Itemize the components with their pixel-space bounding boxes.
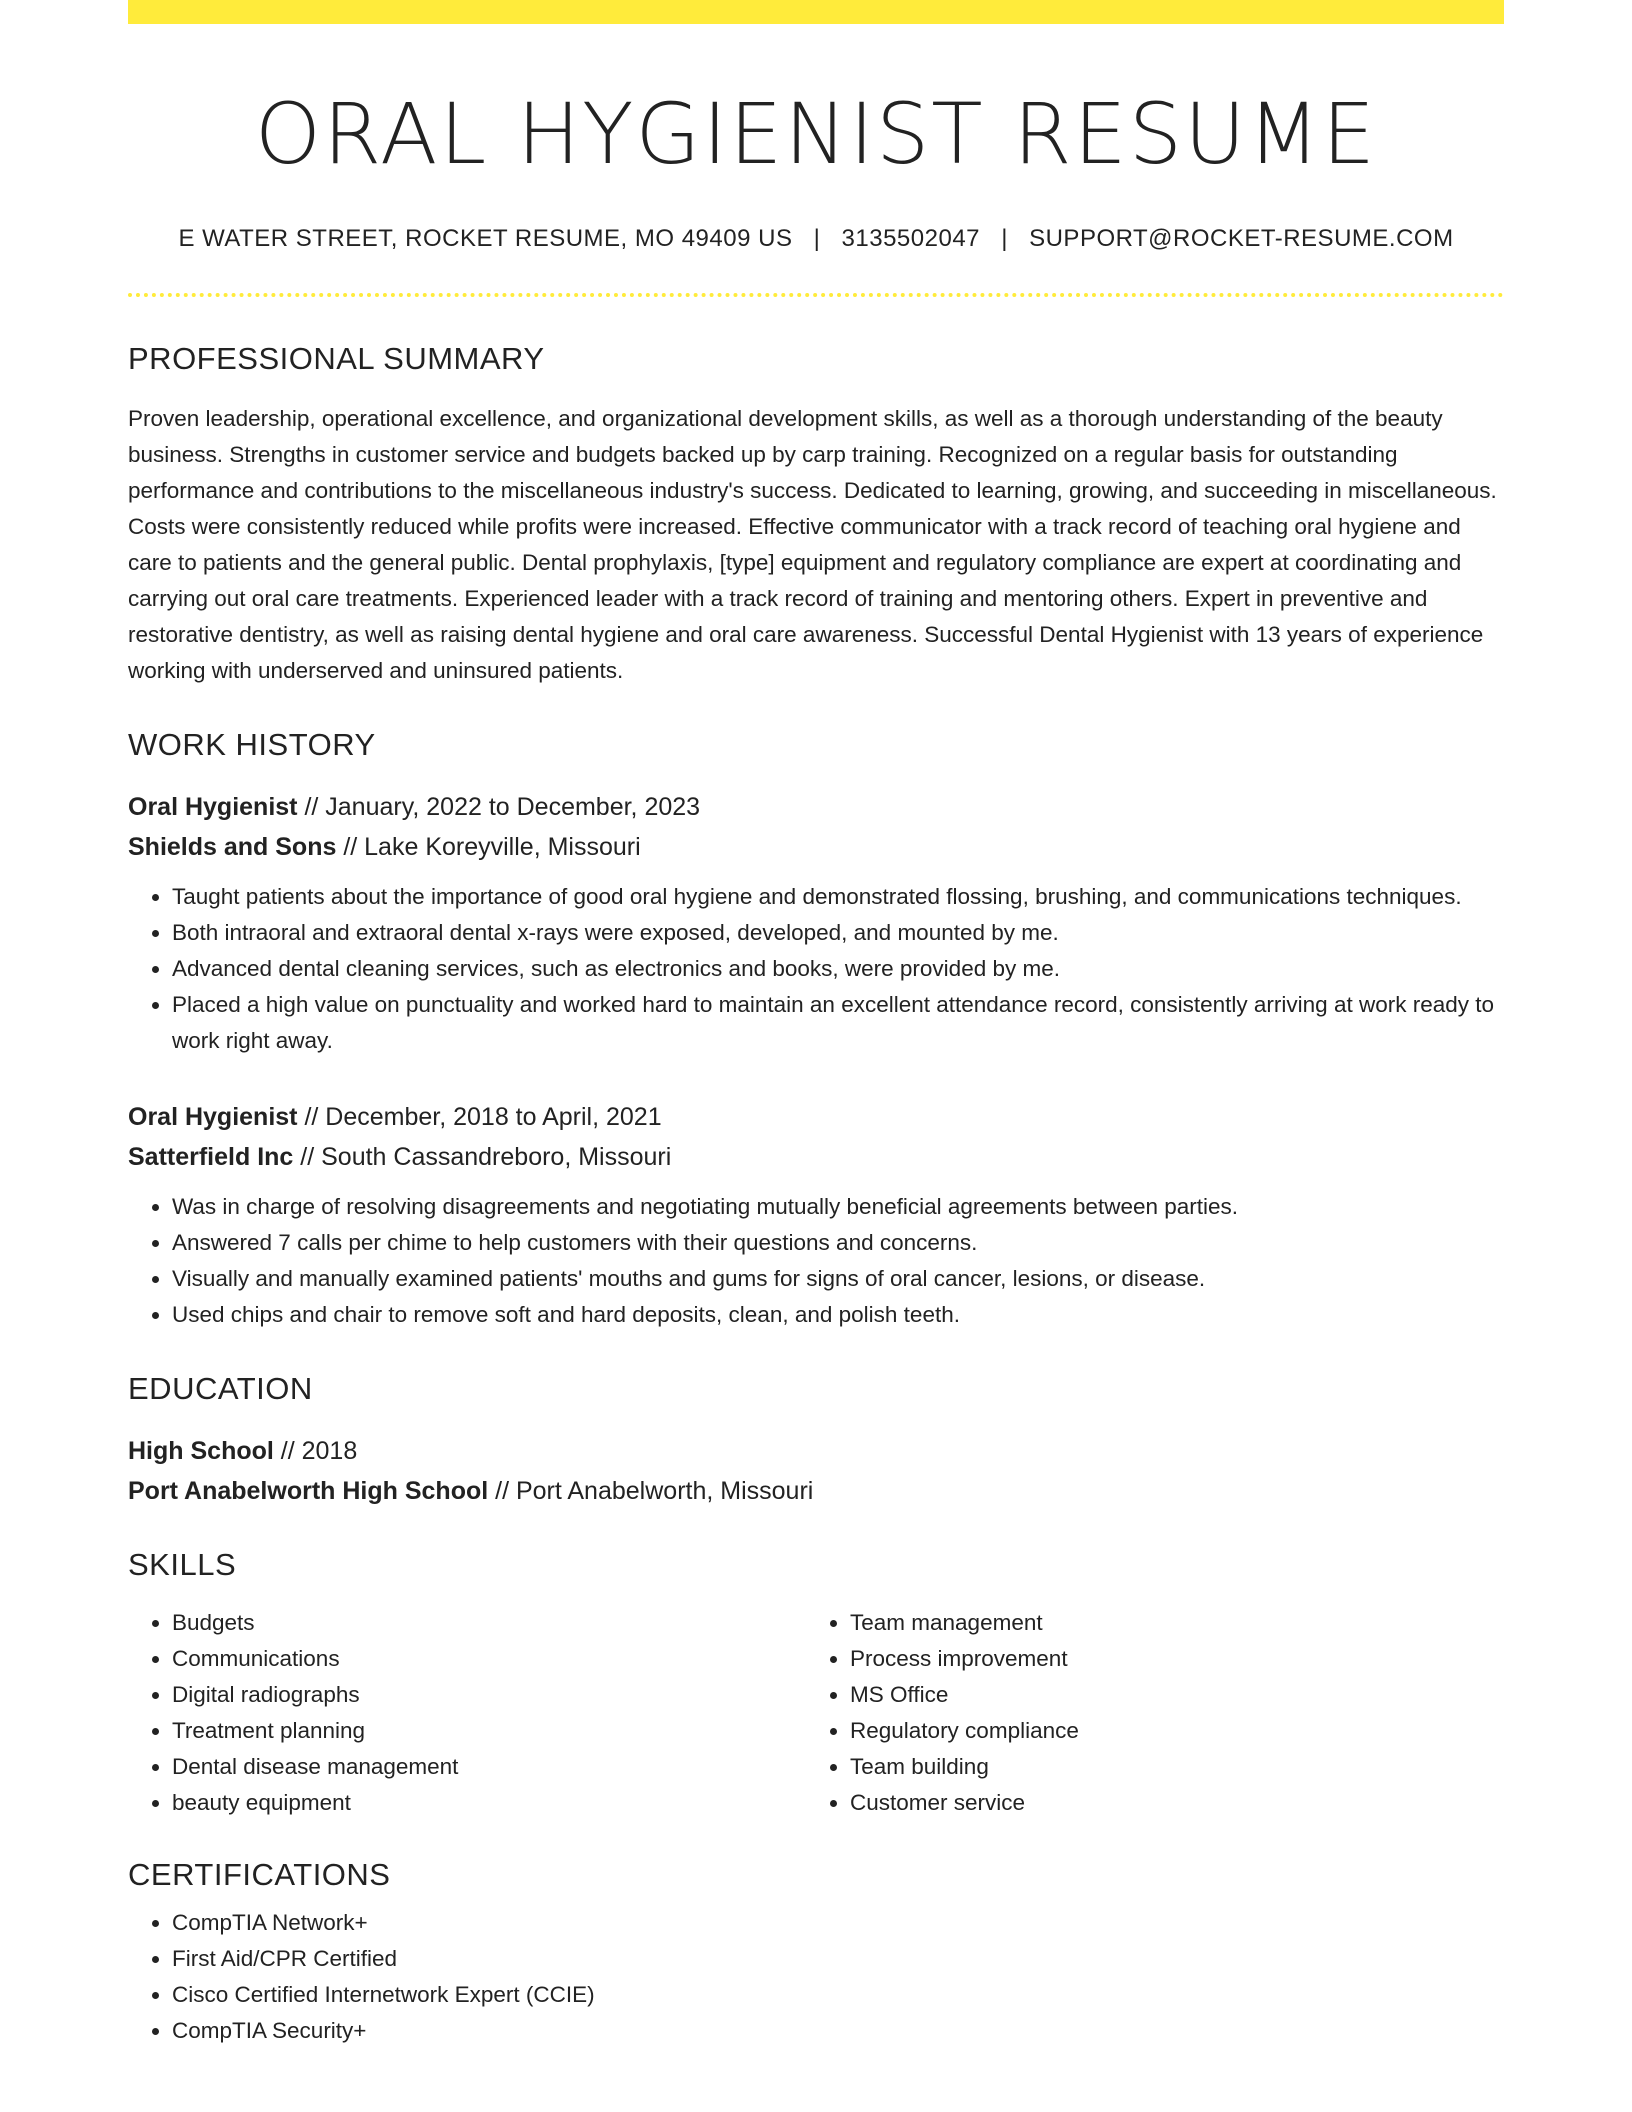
certification-list [128, 1905, 1504, 2049]
contact-separator: | [813, 224, 821, 252]
skills-column-left [128, 1605, 806, 1821]
job-entry [128, 1097, 1504, 1333]
section-title-skills: SKILLS [128, 1546, 237, 1582]
skill-item: • Team management [850, 1605, 1484, 1641]
section-title-education: EDUCATION [128, 1370, 313, 1406]
job-company-line [128, 1137, 1504, 1177]
certifications-section [128, 1857, 1504, 2049]
education-section [128, 1371, 1504, 1511]
certification-item: • Cisco Certified Internetwork Expert (CCIE) [172, 1977, 1504, 2013]
job-bullets [128, 879, 1504, 1059]
skill-item: • Budgets [172, 1605, 806, 1641]
education-degree-line [128, 1431, 1504, 1471]
job-company: Satterfield Inc [128, 1142, 294, 1171]
skill-item: • Regulatory compliance [850, 1713, 1484, 1749]
skill-item: • Treatment planning [172, 1713, 806, 1749]
summary-section [128, 341, 1504, 689]
section-title-certifications: CERTIFICATIONS [128, 1856, 391, 1892]
job-location: // Lake Koreyville, Missouri [336, 832, 641, 861]
contact-line [128, 225, 1504, 253]
skill-item: • Communications [172, 1641, 806, 1677]
job-bullet: • Was in charge of resolving disagreements and negotiating mutually beneficial agreements between parties. [172, 1189, 1504, 1225]
education-degree: High School [128, 1436, 274, 1465]
certification-item: • CompTIA Network+ [172, 1905, 1504, 1941]
skill-item: • Team building [850, 1749, 1484, 1785]
skill-item: • MS Office [850, 1677, 1484, 1713]
skill-item: • Customer service [850, 1785, 1484, 1821]
certification-item: • First Aid/CPR Certified [172, 1941, 1504, 1977]
job-role: Oral Hygienist [128, 792, 298, 821]
job-bullet: • Placed a high value on punctuality and worked hard to maintain an excellent attendance record, consistently arriving at work ready to work right away. [172, 987, 1504, 1059]
skills-column-right [806, 1605, 1484, 1821]
contact-email: SUPPORT@ROCKET-RESUME.COM [1029, 224, 1454, 252]
education-year: // 2018 [273, 1436, 358, 1465]
job-entry [128, 787, 1504, 1059]
job-role-line [128, 787, 1504, 827]
job-company: Shields and Sons [128, 832, 337, 861]
education-school: Port Anabelworth High School [128, 1476, 489, 1505]
job-location: // South Cassandreboro, Missouri [293, 1142, 672, 1171]
job-bullet: • Advanced dental cleaning services, such as electronics and books, were provided by me. [172, 951, 1504, 987]
education-location: // Port Anabelworth, Missouri [488, 1476, 814, 1505]
certification-item: • CompTIA Security+ [172, 2013, 1504, 2049]
education-entry [128, 1431, 1504, 1511]
contact-phone: 3135502047 [841, 224, 981, 252]
job-bullets [128, 1189, 1504, 1333]
skills-section [128, 1547, 1504, 1821]
job-role-line [128, 1097, 1504, 1137]
job-role: Oral Hygienist [128, 1102, 298, 1131]
section-title-summary: PROFESSIONAL SUMMARY [128, 340, 545, 376]
dotted-divider [128, 293, 1504, 297]
skill-item: • Dental disease management [172, 1749, 806, 1785]
skill-item: • Process improvement [850, 1641, 1484, 1677]
work-section [128, 727, 1504, 1333]
job-bullet: • Used chips and chair to remove soft and hard deposits, clean, and polish teeth. [172, 1297, 1504, 1333]
resume-title: ORAL HYGIENIST RESUME [254, 85, 1378, 183]
job-company-line [128, 827, 1504, 867]
skill-item: • Digital radiographs [172, 1677, 806, 1713]
section-title-work: WORK HISTORY [128, 726, 376, 762]
job-bullet: • Both intraoral and extraoral dental x-rays were exposed, developed, and mounted by me. [172, 915, 1504, 951]
job-dates: // January, 2022 to December, 2023 [297, 792, 701, 821]
skill-item: • beauty equipment [172, 1785, 806, 1821]
skills-grid [128, 1605, 1504, 1821]
job-dates: // December, 2018 to April, 2021 [297, 1102, 662, 1131]
top-accent-bar [128, 0, 1504, 24]
contact-address: E WATER STREET, ROCKET RESUME, MO 49409 US [178, 224, 793, 252]
resume-page [128, 0, 1504, 2049]
education-school-line [128, 1471, 1504, 1511]
contact-separator: | [1001, 224, 1008, 252]
job-bullet: • Visually and manually examined patients' mouths and gums for signs of oral cancer, lesions, or disease. [172, 1261, 1504, 1297]
job-bullet: • Answered 7 calls per chime to help customers with their questions and concerns. [172, 1225, 1504, 1261]
job-bullet: • Taught patients about the importance of good oral hygiene and demonstrated flossing, brushing, and communications techniques. [172, 879, 1504, 915]
summary-text: Proven leadership, operational excellence, and organizational development skills, as well as a thorough understanding of the beauty business. Strengths in customer service and budgets backed up by carp training. Recognized on a regular basis for outstanding performance and contributions to the miscellaneous industry's success. Dedicated to learning, growing, and succeeding in miscellaneous. Costs were consistently reduced while profits were increased. Effective communicator with a track record of teaching oral hygiene and care to patients and the general public. Dental prophylaxis, [type] equipment and regulatory compliance are expert at coordinating and carrying out oral care treatments. Experienced leader with a track record of training and mentoring others. Expert in preventive and restorative dentistry, as well as raising dental hygiene and oral care awareness. Successful Dental Hygienist with 13 years of experience working with underserved and uninsured patients. [128, 405, 1497, 683]
